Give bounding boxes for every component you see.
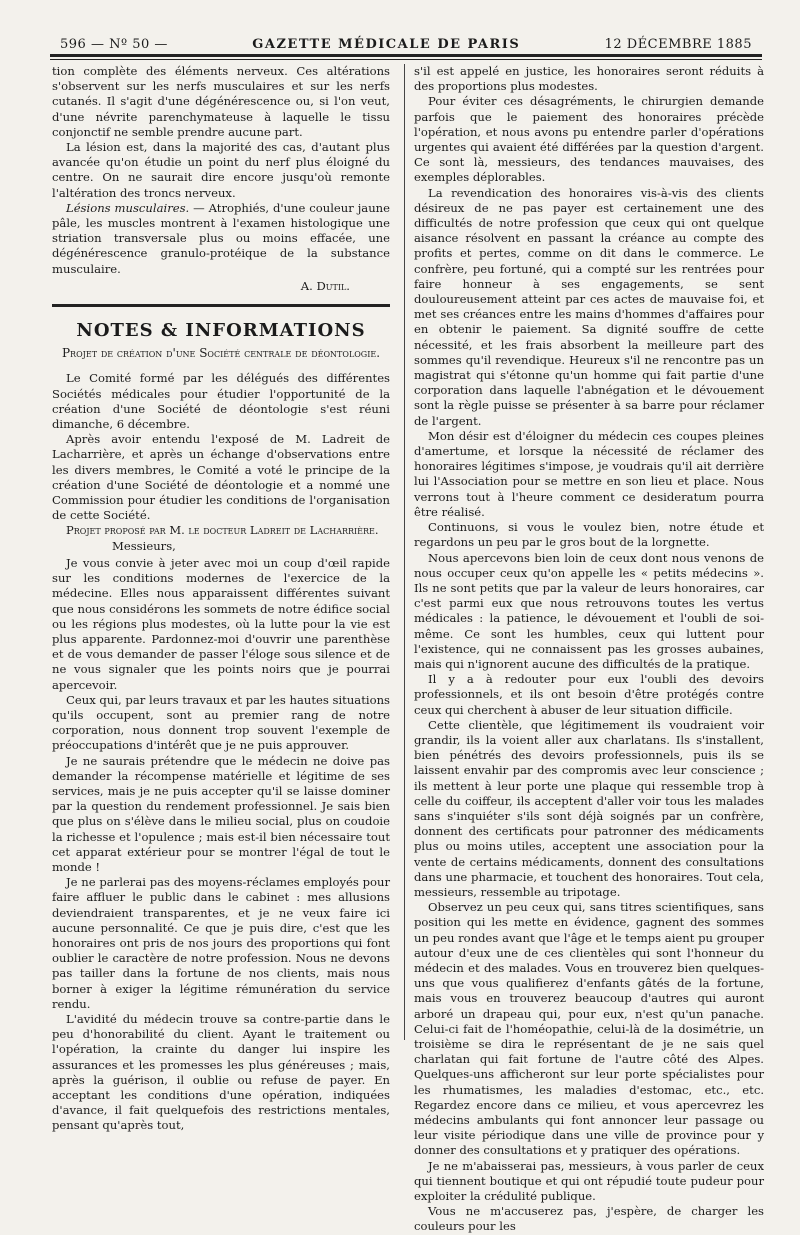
paragraph: L'avidité du médecin trouve sa contre-partie dans le peu d'honorabilité du client. Ayant le traitement ou l'opération, la crainte du danger lui inspire les assurances et les promesses les plus généreuses ; mais, après la guérison, il oublie ou refuse de payer. En acceptant les conditions d'une opération, indiquées d'avance, il fait quelquefois des restrictions mentales, pensant qu'après tout, (52, 1011, 390, 1133)
left-column (52, 64, 390, 1134)
header-rule-thin (50, 59, 762, 60)
paragraph: Je ne parlerai pas des moyens-réclames employés pour faire affluer le public dans le cabinet : mes allusions deviendraient transparentes, et je ne veux faire ici aucune personnalité. Ce que je puis dire, c'est que les honoraires ont pris de nos jours des proportions qui font oublier le caractère de notre profession. Nous ne devons pas tailler dans la fortune de nos clients, mais nous borner à exiger la légitime rémunération du service rendu. (52, 875, 390, 1011)
paragraph: Je ne saurais prétendre que le médecin ne doive pas demander la récompense matérielle et légitime de ses services, mais je ne puis accepter qu'il se laisse dominer par la question du rendement professionnel. Je sais bien que plus on s'élève dans le milieu social, plus on coudoie la richesse et l'opulence ; mais est-il bien nécessaire tout cet apparat extérieur pour se montrer l'égal de tout le monde ! (52, 753, 390, 874)
paragraph: Vous ne m'accuserez pas, j'espère, de charger les couleurs pour les (414, 1204, 764, 1234)
lead-in: Lésions musculaires. (66, 200, 190, 215)
page-number: 596 — Nº 50 — (60, 37, 168, 52)
paragraph: Mon désir est d'éloigner du médecin ces coupes pleines d'amertume, et lorsque la nécessité de réclamer des honoraires légitimes s'impose, je voudrais qu'il ait derrière lui l'Association pour se mettre en son lieu et place. Nous verrons tout à l'heure comment ce desideratum pourra être réalisé. (414, 428, 764, 519)
paragraph: Pour éviter ces désagréments, le chirurgien demande parfois que le paiement des honoraires précède l'opération, et nous avons pu entendre parler d'opérations urgentes qui avaient été différées par la question d'argent. Ce sont là, messieurs, des tendances mauvaises, des exemples déplorables. (414, 94, 764, 185)
section-title: NOTES & INFORMATIONS (76, 320, 366, 342)
page-header (60, 30, 752, 52)
paragraph: Il y a à redouter pour eux l'oubli des devoirs professionnels, et ils ont besoin d'être protégés contre ceux qui cherchent à abuser de leur situation difficile. (414, 672, 764, 717)
paragraph: La lésion est, dans la majorité des cas, d'autant plus avancée qu'on étudie un point du nerf plus éloigné du centre. On ne saurait dire encore jusqu'où remonte l'altération des troncs nerveux. (52, 140, 390, 200)
paragraph: Je vous convie à jeter avec moi un coup d'œil rapide sur les conditions modernes de l'exercice de la médecine. Elles nous apparaissent différentes suivant que nous considérons les sommets de notre édifice social ou les régions plus modestes, où la lutte pour la vie est plus apparente. Pardonnez-moi d'ouvrir une parenthèse et de vous demander de passer l'éloge sous silence et de ne vous signaler que les points noirs que je pourrai apercevoir. (52, 555, 390, 692)
paragraph: Après avoir entendu l'exposé de M. Ladreit de Lacharrière, et après un échange d'observations entre les divers membres, le Comité a voté le principe de la création d'une Société de déontologie et a nommé une Commission pour étudier les conditions de l'organisation de cette Société. (52, 432, 390, 523)
paragraph: Continuons, si vous le voulez bien, notre étude et regardons un peu par le gros bout de la lorgnette. (414, 520, 764, 550)
paragraph: s'il est appelé en justice, les honoraires seront réduits à des proportions plus modestes. (414, 64, 764, 94)
right-column (414, 64, 764, 1235)
column-divider (404, 64, 405, 1040)
paragraph: Le Comité formé par les délégués des différentes Sociétés médicales pour étudier l'opportunité de la création d'une Société de déontologie s'est réuni dimanche, 6 décembre. (52, 371, 390, 432)
salutation: Messieurs, (112, 538, 176, 553)
proposal-heading: Projet proposé par M. le docteur Ladreit de Lacharrière. (66, 523, 379, 538)
paragraph: Je ne m'abaisserai pas, messieurs, à vous parler de ceux qui tiennent boutique et qui ont répudié toute pudeur pour exploiter la crédulité publique. (414, 1158, 764, 1204)
paragraph: Observez un peu ceux qui, sans titres scientifiques, sans position qui les mette en évidence, gagnent des sommes un peu rondes avant que l'âge et le temps aient pu grouper autour d'eux une de ces clientèles qui sont l'honneur du médecin et des malades. Vous en trouverez bien quelques-uns que vous qualifierez d'enfants gâtés de la fortune, mais vous en trouverez beaucoup d'autres qui auront arboré un drapeau qui, pour eux, n'est qu'un panache. Celui-ci fait de l'homéopathie, celui-là de la dosimétrie, un troisième se dira le représentant de je ne sais quel charlatan qui fait fortune de l'autre côté des Alpes. Quelques-uns afficheront sur leur porte spécialistes pour les rhumatismes, les maladies d'estomac, etc., etc. Regardez encore dans ce milieu, et vous apercevrez les médecins ambulants qui font annoncer leur passage ou leur visite périodique dans une ville de province pour y donner des consultations et y pratiquer des opérations. (414, 900, 764, 1158)
header-rule (50, 54, 762, 57)
author-signature: A. Dutil. (300, 278, 350, 293)
article-subtitle: Projet de création d'une Société centrale de déontologie. (61, 346, 381, 361)
section-divider (52, 304, 390, 307)
paragraph: Nous apercevons bien loin de ceux dont nous venons de nous occuper ceux qu'on appelle les « petits médecins ». Ils ne sont petits que par la valeur de leurs honoraires, car c'est parmi eux que nous retrouvons toutes les vertus médicales : la patience, le dévouement et l'oubli de soi-même. Ce sont les humbles, ceux qui luttent pour l'existence, qui ne connaissent pas les grosses aubaines, mais qui n'ignorent aucune des difficultés de la pratique. (414, 550, 764, 671)
paragraph (52, 201, 390, 277)
issue-date: 12 DÉCEMBRE 1885 (604, 37, 752, 52)
paragraph: La revendication des honoraires vis-à-vis des clients désireux de ne pas payer est certainement une des difficultés de notre profession que ceux qui ont quelque aisance résolvent en passant la créance au compte des profits et pertes, comme on dit dans le commerce. Le confrère, peu fortuné, qui a compté sur les rentrées pour faire honneur à ses engagements, se sent douloureusement atteint par ces actes de mauvaise foi, et met ses créances entre les mains d'hommes d'affaires pour en obtenir le paiement. Sa dignité souffre de cette nécessité, et les frais absorbent la meilleure part des sommes qu'il revendique. Heureux s'il ne rencontre pas un magistrat qui s'étonne qu'un homme qui fait partie d'une corporation dans laquelle l'abnégation et le dévouement sont la règle puisse se présenter à sa barre pour réclamer de l'argent. (414, 185, 764, 428)
paragraph: tion complète des éléments nerveux. Ces altérations s'observent sur les nerfs musculaires et sur les nerfs cutanés. Il s'agit d'une dégénérescence ou, si l'on veut, d'une névrite parenchymateuse à laquelle le tissu conjonctif ne semble prendre aucune part. (52, 64, 390, 139)
paragraph: Cette clientèle, que légitimement ils voudraient voir grandir, ils la voient aller aux charlatans. Ils s'installent, bien pénétrés des devoirs professionnels, puis ils se laissent envahir par des compromis avec leur conscience ; ils mettent à leur porte une plaque qui ressemble trop à celle du coiffeur, ils acceptent d'aller voir tous les malades sans s'inquiéter s'ils sont déjà soignés par un confrère, donnent des certificats pour patronner des médicaments plus ou moins utiles, acceptent une association pour la vente de certains médicaments, donnent des consultations dans une pharmacie, et touchent des honoraires. Tout cela, messieurs, ressemble au tripotage. (414, 717, 764, 899)
journal-title: GAZETTE MÉDICALE DE PARIS (252, 37, 521, 52)
paragraph: Ceux qui, par leurs travaux et par les hautes situations qu'ils occupent, sont au premier rang de notre corporation, nous donnent trop souvent l'exemple de préoccupations d'intérêt que je ne puis approuver. (52, 692, 390, 753)
paragraph-text: — Atrophiés, d'une couleur jaune pâle, les muscles montrent à l'examen histologique une striation transversale plus ou moins effacée, une dégénérescence granulo-protéique de la substance musculaire. (52, 200, 390, 276)
